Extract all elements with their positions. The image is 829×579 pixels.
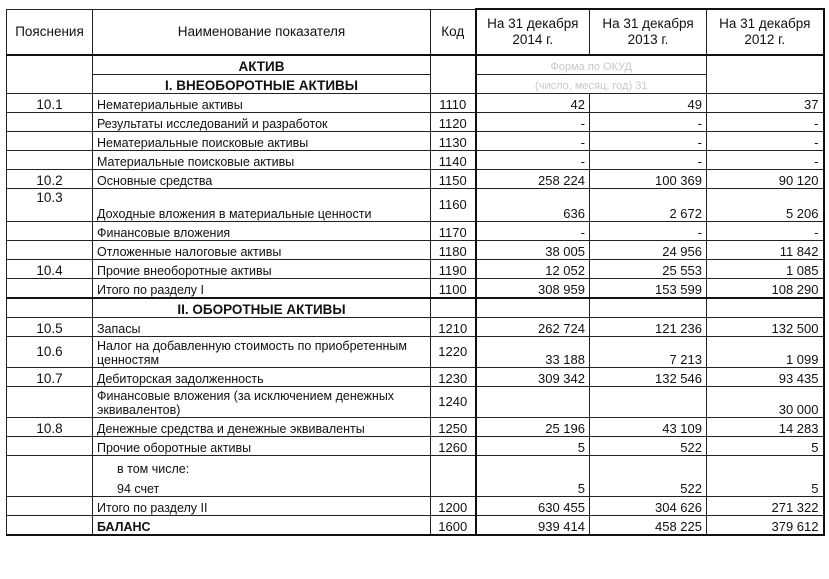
header-name: Наименование показателя <box>93 9 431 55</box>
section-assets: АКТИВ <box>93 55 431 75</box>
section-current: II. ОБОРОТНЫЕ АКТИВЫ <box>93 298 431 318</box>
table-row: Отложенные налоговые активы 1180 38 005 24 956 11 842 <box>7 241 824 260</box>
table-row: Финансовые вложения (за исключением денежных эквивалентов) 1240 30 000 <box>7 387 824 418</box>
table-row: 10.4 Прочие внеоборотные активы 1190 12 052 25 553 1 085 <box>7 260 824 279</box>
header-code: Код <box>431 9 476 55</box>
table-row-balance: БАЛАНС 1600 939 414 458 225 379 612 <box>7 516 824 536</box>
section-row-current <box>7 298 824 318</box>
table-row: 10.6 Налог на добавленную стоимость по приобретенным ценностям 1220 33 188 7 213 1 099 <box>7 337 824 368</box>
table-row: Результаты исследований и разработок 1120 - - - <box>7 113 824 132</box>
table-row: Материальные поисковые активы 1140 - - - <box>7 151 824 170</box>
section-row-noncurrent <box>7 75 824 94</box>
table-row: 10.7 Дебиторская задолженность 1230 309 342 132 546 93 435 <box>7 368 824 387</box>
stamp-line-2-text: (число, месяц, год) <box>535 80 633 92</box>
header-2013: На 31 декабря 2013 г. <box>590 9 707 55</box>
table-row-subtotal-1: Итого по разделу I 1100 308 959 153 599 108 290 <box>7 279 824 299</box>
table-row-including: в том числе: 94 счет 5 522 5 <box>7 456 824 497</box>
table-row-subtotal-2: Итого по разделу II 1200 630 455 304 626 271 322 <box>7 497 824 516</box>
stamp-line-1: Форма по ОКУД <box>476 55 707 75</box>
account-94-label: 94 счет <box>117 482 160 496</box>
header-2014: На 31 декабря 2014 г. <box>476 9 590 55</box>
including-label: в том числе: <box>117 462 190 476</box>
table-row: 10.3 Доходные вложения в материальные ценности 1160 636 2 672 5 206 <box>7 189 824 222</box>
table-row: Финансовые вложения 1170 - - - <box>7 222 824 241</box>
section-row-assets <box>7 55 824 75</box>
table-row: Прочие оборотные активы 1260 5 522 5 <box>7 437 824 456</box>
header-row <box>7 9 824 55</box>
section-noncurrent: I. ВНЕОБОРОТНЫЕ АКТИВЫ <box>93 75 431 94</box>
stamp-line-2 <box>476 75 707 94</box>
table-row: 10.1 Нематериальные активы 1110 42 49 37 <box>7 94 824 113</box>
balance-sheet-table <box>6 8 825 536</box>
stamp-line-3-text: 31 <box>635 80 648 92</box>
table-row: Нематериальные поисковые активы 1130 - - - <box>7 132 824 151</box>
table-row: 10.5 Запасы 1210 262 724 121 236 132 500 <box>7 318 824 337</box>
header-2012: На 31 декабря 2012 г. <box>707 9 824 55</box>
table-row: 10.8 Денежные средства и денежные эквиваленты 1250 25 196 43 109 14 283 <box>7 418 824 437</box>
table-row: 10.2 Основные средства 1150 258 224 100 369 90 120 <box>7 170 824 189</box>
header-notes: Пояснения <box>7 9 93 55</box>
